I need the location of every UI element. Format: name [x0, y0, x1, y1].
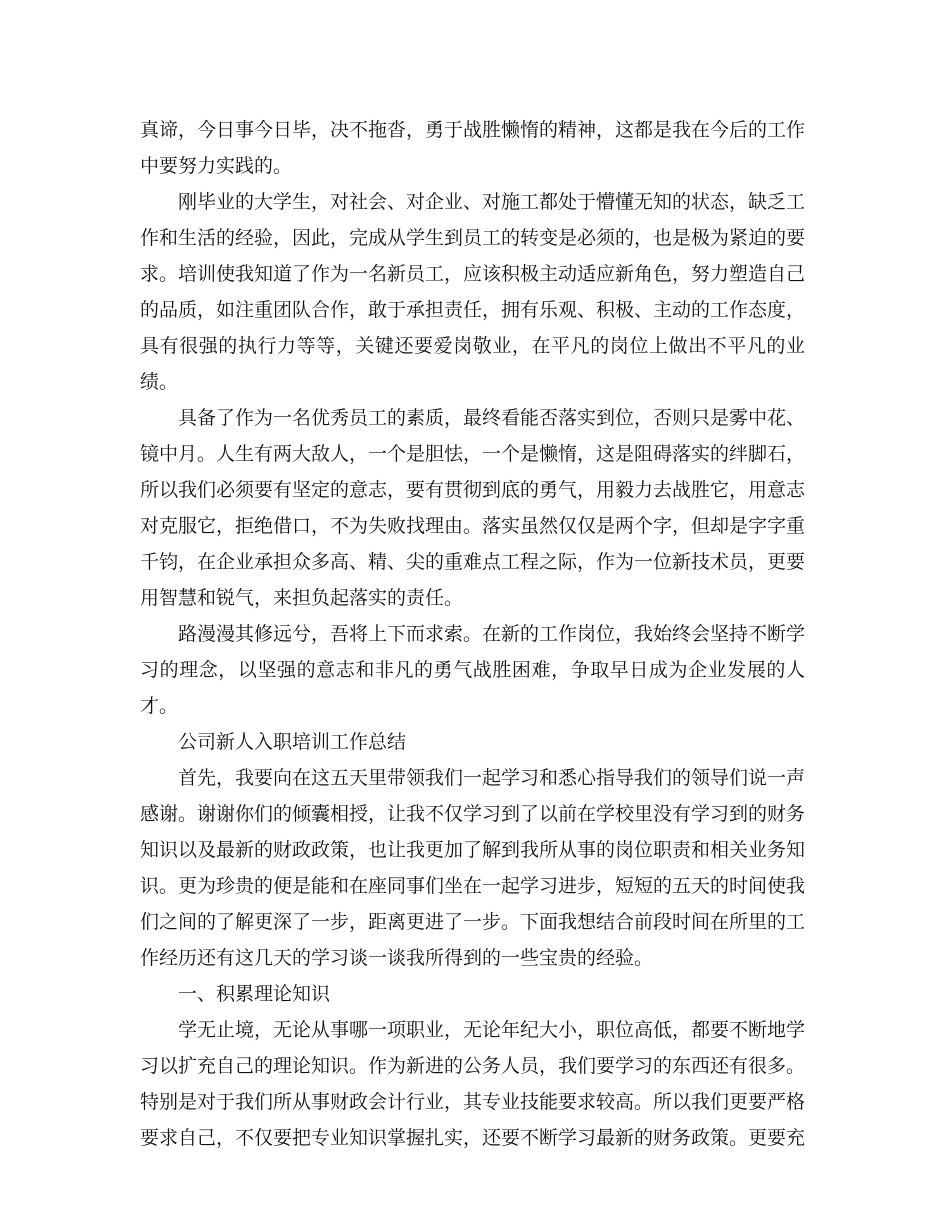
- paragraph-thanks: 首先，我要向在这五天里带领我们一起学习和悉心指导我们的领导们说一声感谢。谢谢你们的倾囊相授，让我不仅学习到了以前在学校里没有学习到的财务知识以及最新的财政政策，也让我更加了解到我所从事的岗位职责和相关业务知识。更为珍贵的便是能和在座同事们坐在一起学习进步，短短的五天的时间使我们之间的了解更深了一步，距离更进了一步。下面我想结合前段时间在所里的工作经历还有这几天的学习谈一谈我所得到的一些宝贵的经验。: [140, 767, 806, 969]
- paragraph-implementation: 具备了作为一名优秀员工的素质，最终看能否落实到位，否则只是雾中花、镜中月。人生有两大敌人，一个是胆怯，一个是懒惰，这是阻碍落实的绊脚石，所以我们必须要有坚定的意志，要有贯彻到底的勇气，用毅力去战胜它，用意志对克服它，拒绝借口，不为失败找理由。落实虽然仅仅是两个字，但却是字字重千钧，在企业承担众多高、精、尖的重难点工程之际，作为一位新技术员，更要用智慧和锐气，来担负起落实的责任。: [140, 407, 806, 609]
- paragraph-learning: 学无止境，无论从事哪一项职业，无论年纪大小，职位高低，都要不断地学习以扩充自己的理论知识。作为新进的公务人员，我们要学习的东西还有很多。特别是对于我们所从事财政会计行业，其专业技能要求较高。所以我们更要严格要求自己，不仅要把专业知识掌握扎实，还要不断学习最新的财务政策。更要充: [140, 1019, 806, 1149]
- section-heading-theory: 一、积累理论知识: [178, 983, 331, 1005]
- section-title: 公司新人入职培训工作总结: [178, 731, 407, 753]
- paragraph-pursuit: 路漫漫其修远兮，吾将上下而求索。在新的工作岗位，我始终会坚持不断学习的理念，以坚强的意志和非凡的勇气战胜困难，争取早日成为企业发展的人才。: [140, 623, 806, 717]
- document-body: [140, 112, 805, 1156]
- paragraph-new-graduate: 刚毕业的大学生，对社会、对企业、对施工都处于懵懂无知的状态，缺乏工作和生活的经验，因此，完成从学生到员工的转变是必须的，也是极为紧迫的要求。培训使我知道了作为一名新员工，应该积极主动适应新角色，努力塑造自己的品质，如注重团队合作，敢于承担责任，拥有乐观、积极、主动的工作态度，具有很强的执行力等等，关键还要爱岗敬业，在平凡的岗位上做出不平凡的业绩。: [140, 191, 806, 393]
- paragraph-continued: 真谛，今日事今日毕，决不拖沓，勇于战胜懒惰的精神，这都是我在今后的工作中要努力实践的。: [140, 119, 806, 177]
